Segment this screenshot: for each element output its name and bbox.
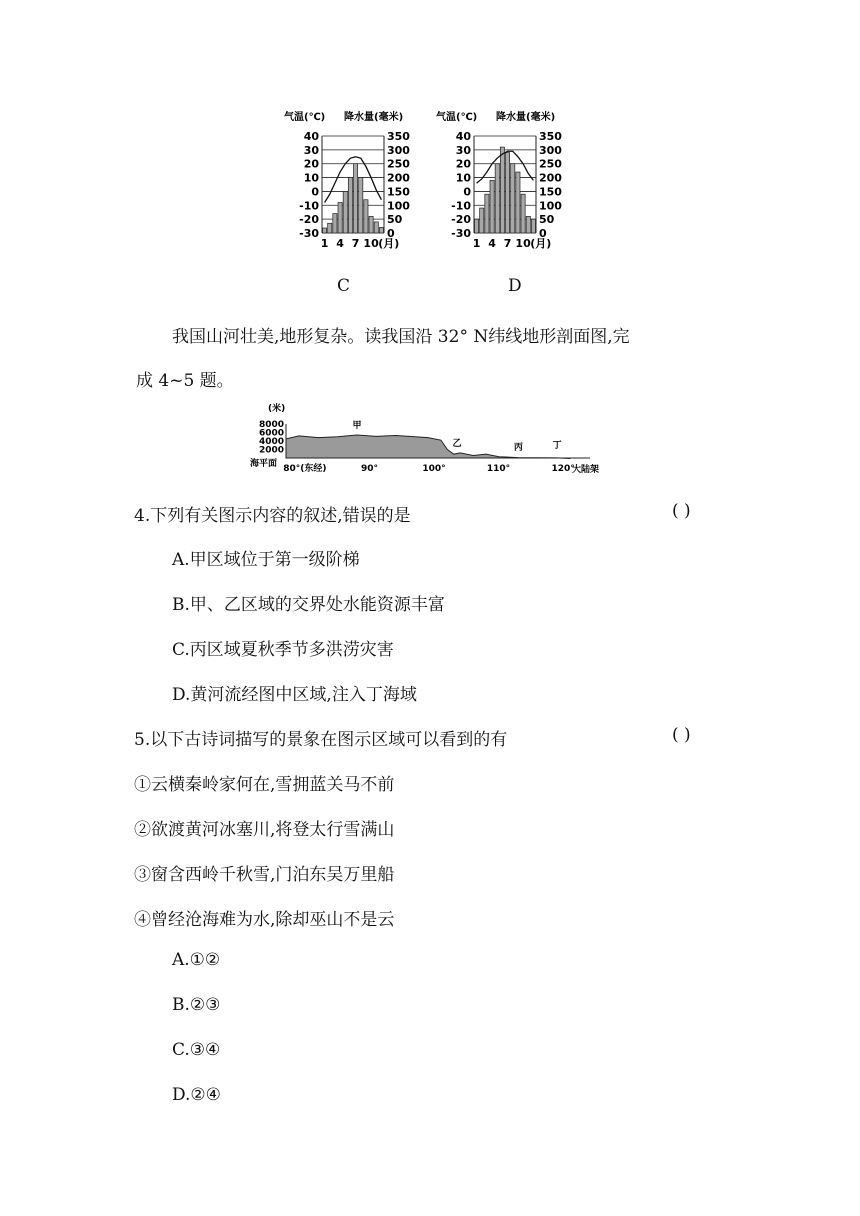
chart-c-month-tick: 7 [351, 237, 360, 250]
profile-x-tick: 110° [486, 464, 511, 474]
chart-d-temp-tick: -20 [451, 213, 471, 227]
chart-c-temp-axis-title: 气温(℃) [284, 112, 326, 123]
chart-d-month-tick: 4 [488, 237, 496, 250]
chart-d-precip-bar [485, 194, 489, 233]
profile-region-label: 丁 [552, 441, 562, 451]
chart-c-precip-axis-title: 降水量(毫米) [344, 112, 404, 123]
chart-d-precip-bar [511, 164, 515, 233]
chart-c-precip-bar [338, 203, 342, 233]
chart-c-temp-tick: -20 [299, 213, 319, 227]
profile-x-tick: 80°(东经) [283, 464, 327, 474]
profile-x-tick: 100° [422, 464, 446, 474]
q4-option-b: B.甲、乙区域的交界处水能资源丰富 [172, 595, 445, 615]
q5-option-b: B.②③ [172, 995, 221, 1015]
chart-d-precip-tick: 350 [539, 130, 562, 143]
profile-y-tick: 6000 [258, 428, 284, 439]
terrain-profile [250, 402, 620, 476]
chart-d-precip-bar [490, 180, 494, 233]
q5-option-c: C.③④ [172, 1040, 221, 1060]
chart-d-precip-tick: 200 [539, 171, 562, 185]
chart-d-precip-tick: 50 [539, 213, 555, 227]
profile-region-label: 乙 [452, 439, 462, 449]
climate-chart-d-svg [436, 108, 576, 258]
chart-d-label: D [508, 276, 522, 296]
q5-poem-4: ④曾经沧海难为水,除却巫山不是云 [134, 910, 395, 930]
chart-c-temp-tick: 20 [303, 157, 319, 171]
chart-c-precip-tick: 100 [387, 199, 410, 213]
chart-d-temp-axis-title: 气温(℃) [436, 112, 478, 123]
chart-c-precip-tick: 0 [387, 227, 395, 240]
chart-c-precip-bar [364, 200, 368, 233]
q4-option-d: D.黄河流经图中区域,注入丁海域 [172, 685, 417, 705]
chart-c-precip-bar [369, 216, 373, 233]
chart-d-month-tick: 1 [472, 237, 481, 250]
chart-c-month-unit: (月) [378, 237, 400, 250]
q4-option-c: C.丙区域夏秋季节多洪涝灾害 [172, 640, 394, 660]
q5-answer-paren: ( ) [672, 725, 691, 745]
chart-d-temp-tick: 10 [455, 171, 471, 185]
chart-c-precip-bar [374, 222, 378, 233]
chart-c-precip-tick: 250 [387, 157, 410, 171]
profile-x-tick: 120° [551, 464, 575, 474]
q4-option-a: A.甲区域位于第一级阶梯 [172, 550, 360, 570]
chart-d-temp-tick: -30 [451, 227, 471, 240]
chart-d-month-unit: (月) [530, 237, 552, 250]
climate-chart-c [284, 108, 424, 258]
chart-c-temp-tick: 0 [311, 185, 319, 199]
chart-d-month-tick: 10 [515, 237, 531, 250]
chart-c-precip-bar [343, 191, 347, 233]
q5-poem-1: ①云横秦岭家何在,雪拥蓝关马不前 [134, 775, 395, 795]
chart-d-precip-tick: 100 [539, 199, 562, 213]
chart-d-precip-tick: 300 [539, 143, 562, 157]
chart-d-precip-tick: 250 [539, 157, 562, 171]
chart-d-precip-bar [506, 153, 510, 233]
chart-d-temp-line [477, 151, 534, 183]
chart-c-precip-bar [359, 178, 363, 233]
chart-d-precip-bar [526, 216, 530, 233]
chart-c-label: C [337, 276, 351, 296]
chart-d-precip-bar [475, 219, 479, 233]
chart-c-precip-bar [348, 178, 352, 233]
chart-c-temp-tick: 40 [303, 130, 319, 143]
chart-c-precip-bar [328, 223, 332, 233]
chart-d-precip-bar [516, 172, 520, 233]
chart-c-month-tick: 10 [363, 237, 379, 250]
chart-c-precip-tick: 300 [387, 143, 410, 157]
chart-d-precip-bar [531, 219, 535, 233]
intro-line-1: 我国山河壮美,地形复杂。读我国沿 32° N纬线地形剖面图,完 [172, 327, 630, 347]
climate-chart-d [436, 108, 576, 258]
profile-y-tick: 4000 [258, 437, 284, 447]
chart-c-precip-bar [379, 227, 383, 233]
chart-d-temp-tick: 0 [463, 185, 471, 199]
chart-d-precip-tick: 150 [539, 185, 562, 199]
chart-d-temp-tick: 30 [455, 143, 471, 157]
q4-stem: 4.下列有关图示内容的叙述,错误的是 [134, 506, 411, 526]
chart-d-month-tick: 7 [503, 237, 512, 250]
q5-option-a: A.①② [172, 950, 221, 970]
profile-x-tick: 90° [360, 464, 378, 474]
chart-d-precip-bar [500, 147, 504, 233]
q5-poem-3: ③窗含西岭千秋雪,门泊东吴万里船 [134, 865, 395, 885]
profile-terrain [286, 435, 570, 458]
intro-line-2: 成 4~5 题。 [136, 371, 234, 391]
chart-c-month-tick: 1 [320, 237, 329, 250]
chart-d-precip-bar [521, 194, 525, 233]
chart-d-precip-bar [480, 208, 484, 233]
chart-c-precip-tick: 50 [387, 213, 403, 227]
chart-c-temp-tick: -10 [299, 199, 319, 213]
chart-c-temp-tick: -30 [299, 227, 319, 240]
profile-region-label: 甲 [352, 421, 362, 431]
chart-d-precip-axis-title: 降水量(毫米) [496, 112, 556, 123]
chart-c-precip-bar [333, 214, 337, 233]
chart-d-temp-tick: -10 [451, 199, 471, 213]
profile-y-tick: 2000 [258, 445, 284, 456]
chart-c-precip-tick: 200 [387, 171, 410, 185]
q5-option-d: D.②④ [172, 1085, 221, 1105]
terrain-profile-svg [250, 402, 620, 476]
chart-c-precip-bar [354, 164, 358, 233]
profile-region-label: 丙 [513, 443, 523, 453]
chart-c-precip-tick: 350 [387, 130, 410, 143]
chart-c-temp-tick: 10 [303, 171, 319, 185]
chart-d-precip-tick: 0 [539, 227, 547, 240]
chart-d-temp-tick: 20 [455, 157, 471, 171]
q4-answer-paren: ( ) [672, 501, 691, 521]
climate-chart-c-svg [284, 108, 424, 258]
profile-sea-level-label: 海平面 [250, 459, 278, 469]
chart-c-precip-bar [323, 228, 327, 233]
profile-y-unit: (米) [268, 404, 286, 414]
profile-shelf-label: 大陆架 [572, 465, 600, 475]
q5-poem-2: ②欲渡黄河冰塞川,将登太行雪满山 [134, 820, 395, 840]
q5-stem: 5.以下古诗词描写的景象在图示区域可以看到的有 [134, 730, 508, 750]
chart-d-precip-bar [495, 164, 499, 233]
chart-c-temp-tick: 30 [303, 143, 319, 157]
chart-c-month-tick: 4 [336, 237, 344, 250]
profile-y-tick: 8000 [258, 420, 284, 430]
chart-d-temp-tick: 40 [455, 130, 471, 143]
chart-c-precip-tick: 150 [387, 185, 410, 199]
